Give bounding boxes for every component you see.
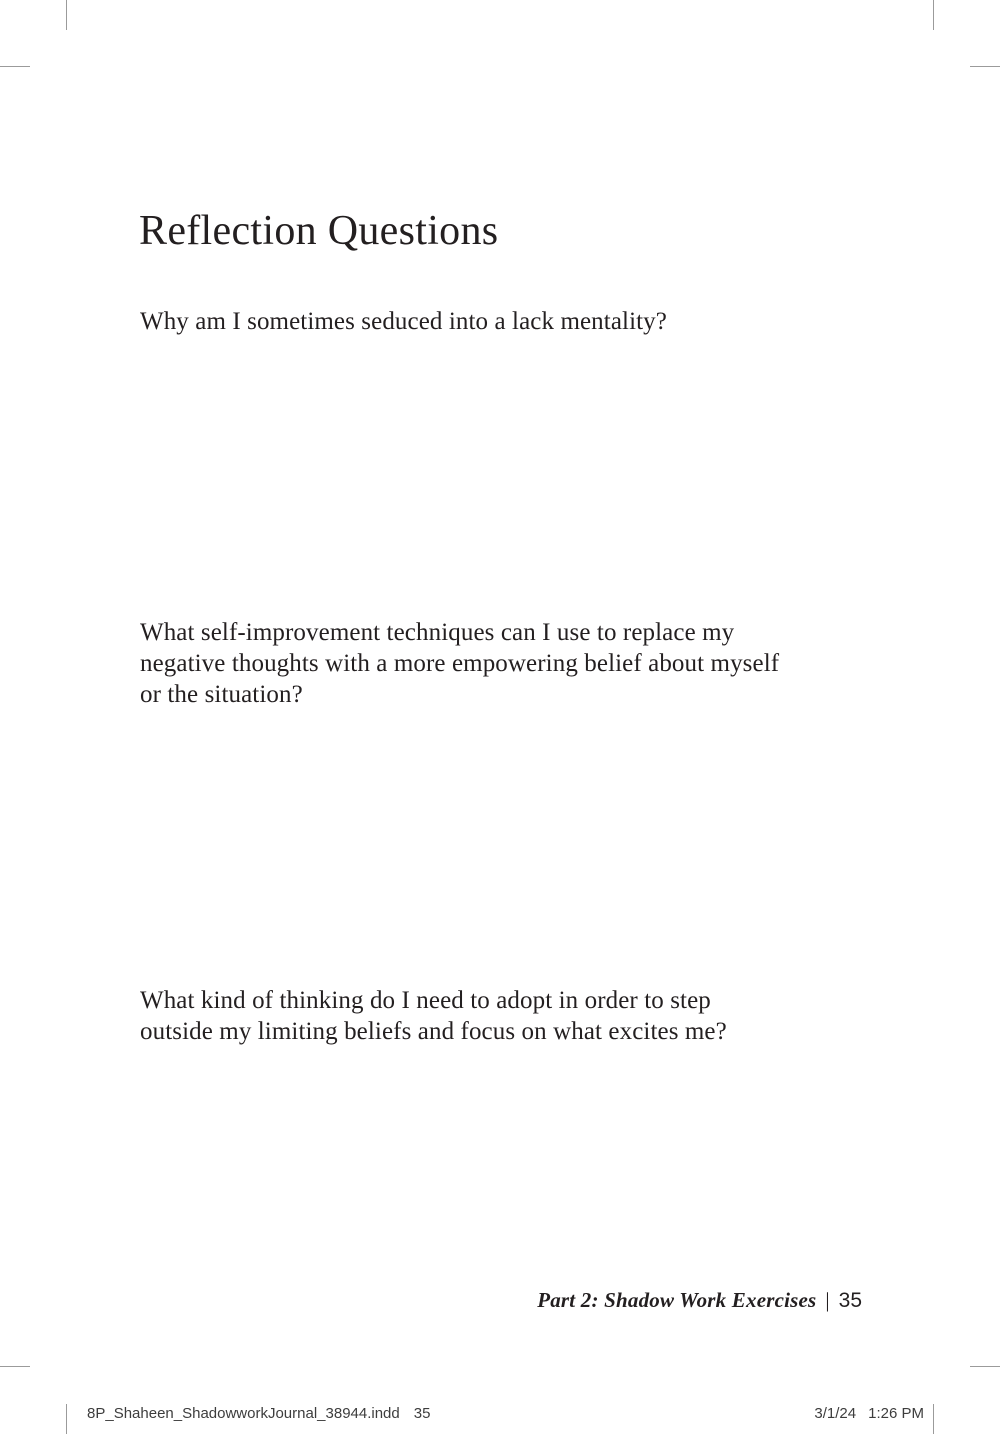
slug-datetime-block [814, 1405, 924, 1422]
question-line: or the situation? [140, 681, 303, 708]
running-footer [537, 1288, 862, 1313]
crop-mark-top-left-horizontal [0, 66, 30, 67]
footer-section-label: Part 2: Shadow Work Exercises [537, 1288, 817, 1312]
slug-file-block [87, 1405, 430, 1422]
reflection-question-1 [140, 306, 667, 337]
prepress-slug-line [0, 1405, 1000, 1425]
question-line: Why am I sometimes seduced into a lack mentality? [140, 308, 667, 335]
footer-page-number: 35 [838, 1289, 862, 1312]
slug-time: 1:26 PM [868, 1405, 924, 1422]
crop-mark-bottom-right-horizontal [970, 1366, 1000, 1367]
crop-mark-bottom-left-horizontal [0, 1366, 30, 1367]
reflection-question-3 [140, 985, 727, 1047]
slug-file-name: 8P_Shaheen_ShadowworkJournal_38944.indd [87, 1405, 400, 1422]
crop-mark-top-right-horizontal [970, 66, 1000, 67]
page-title: Reflection Questions [139, 208, 499, 254]
reflection-question-2 [140, 617, 779, 710]
footer-separator: | [825, 1288, 830, 1312]
question-line: negative thoughts with a more empowering belief about myself [140, 650, 780, 677]
crop-mark-top-left-vertical [66, 0, 67, 30]
slug-date: 3/1/24 [814, 1405, 857, 1422]
crop-mark-top-right-vertical [933, 0, 934, 30]
question-line: What self-improvement techniques can I use to replace my [140, 619, 735, 646]
slug-page-number: 35 [413, 1405, 431, 1422]
question-line: outside my limiting beliefs and focus on what excites me? [140, 1018, 727, 1045]
question-line: What kind of thinking do I need to adopt in order to step [140, 987, 711, 1014]
